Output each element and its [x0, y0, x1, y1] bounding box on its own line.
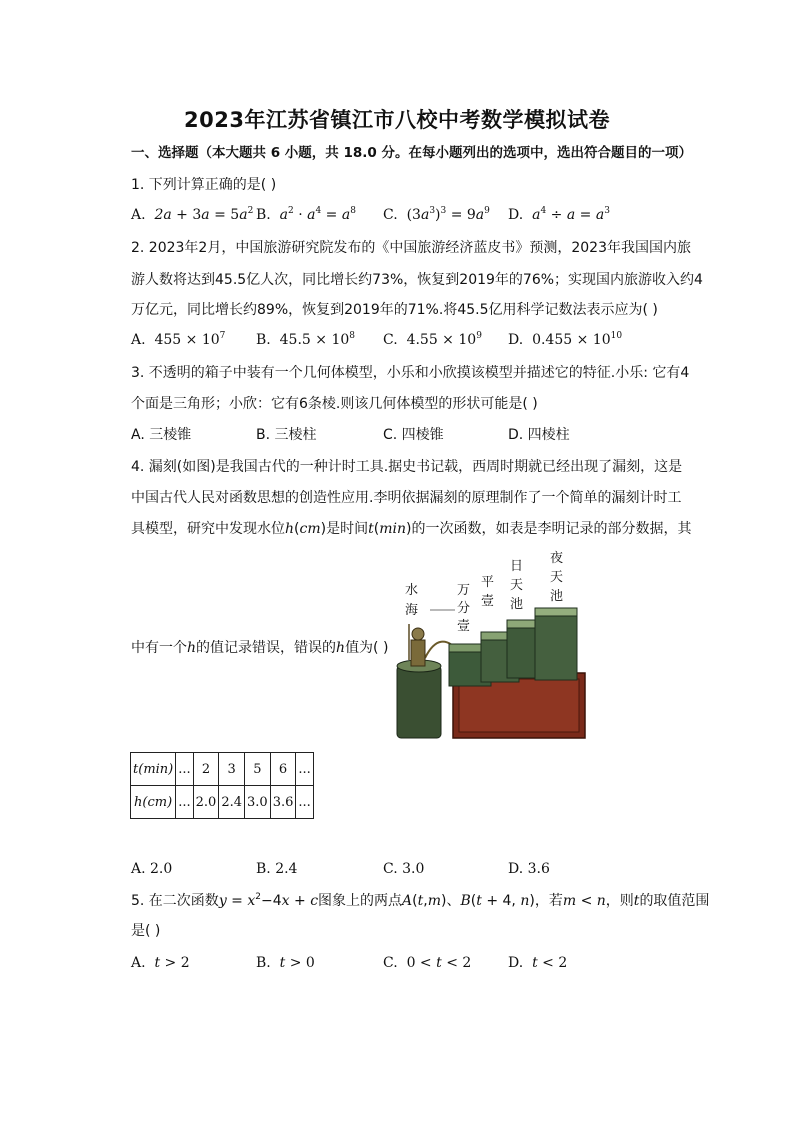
question-5-line-1: 5. 在二次函数$y = x^2-4x + c$图象上的两点A(t,m)、B(t + 4, n)，若m < n，则t的取值范围 — [131, 892, 710, 909]
question-2-line-2: 游人数将达到45.5亿人次，同比增长约73%，恢复到2019年的76%；实现国内旅游收入约4 — [131, 272, 703, 288]
q1-option-b: B. $a^2 \cdot a^4 = a^8$ — [256, 206, 356, 223]
table-cell: ... — [176, 786, 193, 819]
section-heading-choice: 一、选择题（本大题共 6 小题，共 18.0 分。在每小题列出的选项中，选出符合题目的一项） — [131, 145, 693, 161]
table-cell: 3 — [219, 753, 245, 786]
q5-option-b: B. t > 0 — [256, 955, 315, 971]
table-row — [131, 786, 314, 819]
q5-option-c: C. 0 < t < 2 — [383, 955, 472, 971]
table-cell: ... — [296, 753, 313, 786]
figure-label-shuihai-2: 海 — [405, 603, 419, 618]
table-cell: 2.0 — [193, 786, 219, 819]
table-cell: 3.6 — [270, 786, 296, 819]
q4-option-d: D. 3.6 — [508, 861, 550, 877]
question-4-line-4: 中有一个h的值记录错误，错误的h值为( ) — [131, 640, 389, 656]
figure-label-wanfen-1: 万 — [457, 583, 471, 598]
figure-label-wanfen-2: 分 — [457, 601, 471, 616]
q3-option-d: D. 四棱柱 — [508, 427, 570, 443]
question-2-line-3: 万亿元，同比增长约89%，恢复到2019年的71%.将45.5亿用科学记数法表示应为( ) — [131, 302, 658, 318]
figure-label-pinghu-2: 壹 — [481, 594, 495, 609]
q4-option-c: C. 3.0 — [383, 861, 425, 877]
table-cell: ... — [296, 786, 313, 819]
question-3-line-2: 个面是三角形；小欣：它有6条棱.则该几何体模型的形状可能是( ) — [131, 396, 538, 412]
question-1-stem: 1. 下列计算正确的是( ) — [131, 177, 277, 193]
table-row — [131, 753, 314, 786]
question-4-line-1: 4. 漏刻(如图)是我国古代的一种计时工具.据史书记载，西周时期就已经出现了漏刻，这是 — [131, 459, 683, 475]
q4-option-b: B. 2.4 — [256, 861, 298, 877]
q2-option-a: A. $455 \times 10^7$ — [131, 331, 226, 348]
data-table — [130, 752, 314, 819]
q2-option-c: C. $4.55 \times 10^9$ — [383, 331, 482, 348]
q1-option-c: C. $(3a^3)^3 = 9a^9$ — [383, 206, 490, 223]
question-5-line-2: 是( ) — [131, 923, 161, 939]
q5-option-d: D. t < 2 — [508, 955, 568, 971]
figure-label-ritian-3: 池 — [510, 597, 524, 612]
figure-label-wanfen-3: 壹 — [457, 619, 471, 634]
table-cell: 6 — [270, 753, 296, 786]
question-4-line-3: 具模型，研究中发现水位h(cm)是时间t(min)的一次函数，如表是李明记录的部分数据，其 — [131, 521, 692, 537]
q3-option-a: A. 三棱锥 — [131, 427, 192, 443]
figure-label-yetian-1: 夜 — [550, 551, 564, 566]
table-header-t: t(min) — [131, 753, 176, 786]
question-3-line-1: 3. 不透明的箱子中装有一个几何体模型，小乐和小欣摸该模型并描述它的特征.小乐: 它有4 — [131, 365, 690, 381]
figure-label-yetian-2: 天 — [550, 570, 564, 585]
figure-label-pinghu-1: 平 — [481, 575, 495, 590]
q2-option-d: D. $0.455 \times 10^{10}$ — [508, 331, 623, 348]
figure-label-yetian-3: 池 — [550, 589, 564, 604]
water-clock-figure — [385, 548, 595, 743]
figure-label-shuihai-1: 水 — [405, 583, 419, 598]
q5-option-a: A. t > 2 — [131, 955, 190, 971]
table-cell: 2.4 — [219, 786, 245, 819]
table-header-h: h(cm) — [131, 786, 176, 819]
question-4-line-2: 中国古代人民对函数思想的创造性应用.李明依据漏刻的原理制作了一个简单的漏刻计时工 — [131, 490, 682, 506]
table-cell: 3.0 — [245, 786, 271, 819]
question-2-line-1: 2. 2023年2月，中国旅游研究院发布的《中国旅游经济蓝皮书》预测，2023年我国国内旅 — [131, 240, 691, 256]
q3-option-b: B. 三棱柱 — [256, 427, 317, 443]
q3-option-c: C. 四棱锥 — [383, 427, 444, 443]
page-title: 2023年江苏省镇江市八校中考数学模拟试卷 — [184, 108, 610, 132]
figure-label-ritian-2: 天 — [510, 578, 524, 593]
table-cell: 2 — [193, 753, 219, 786]
q2-option-b: B. $45.5 \times 10^8$ — [256, 331, 355, 348]
figure-label-ritian-1: 日 — [510, 559, 524, 574]
q1-option-a: A. $2a + 3a = 5a^2$ — [131, 206, 254, 223]
q4-option-a: A. 2.0 — [131, 861, 173, 877]
q1-option-d: D. $a^4 \div a = a^3$ — [508, 206, 610, 223]
table-cell: ... — [176, 753, 193, 786]
table-cell: 5 — [245, 753, 271, 786]
